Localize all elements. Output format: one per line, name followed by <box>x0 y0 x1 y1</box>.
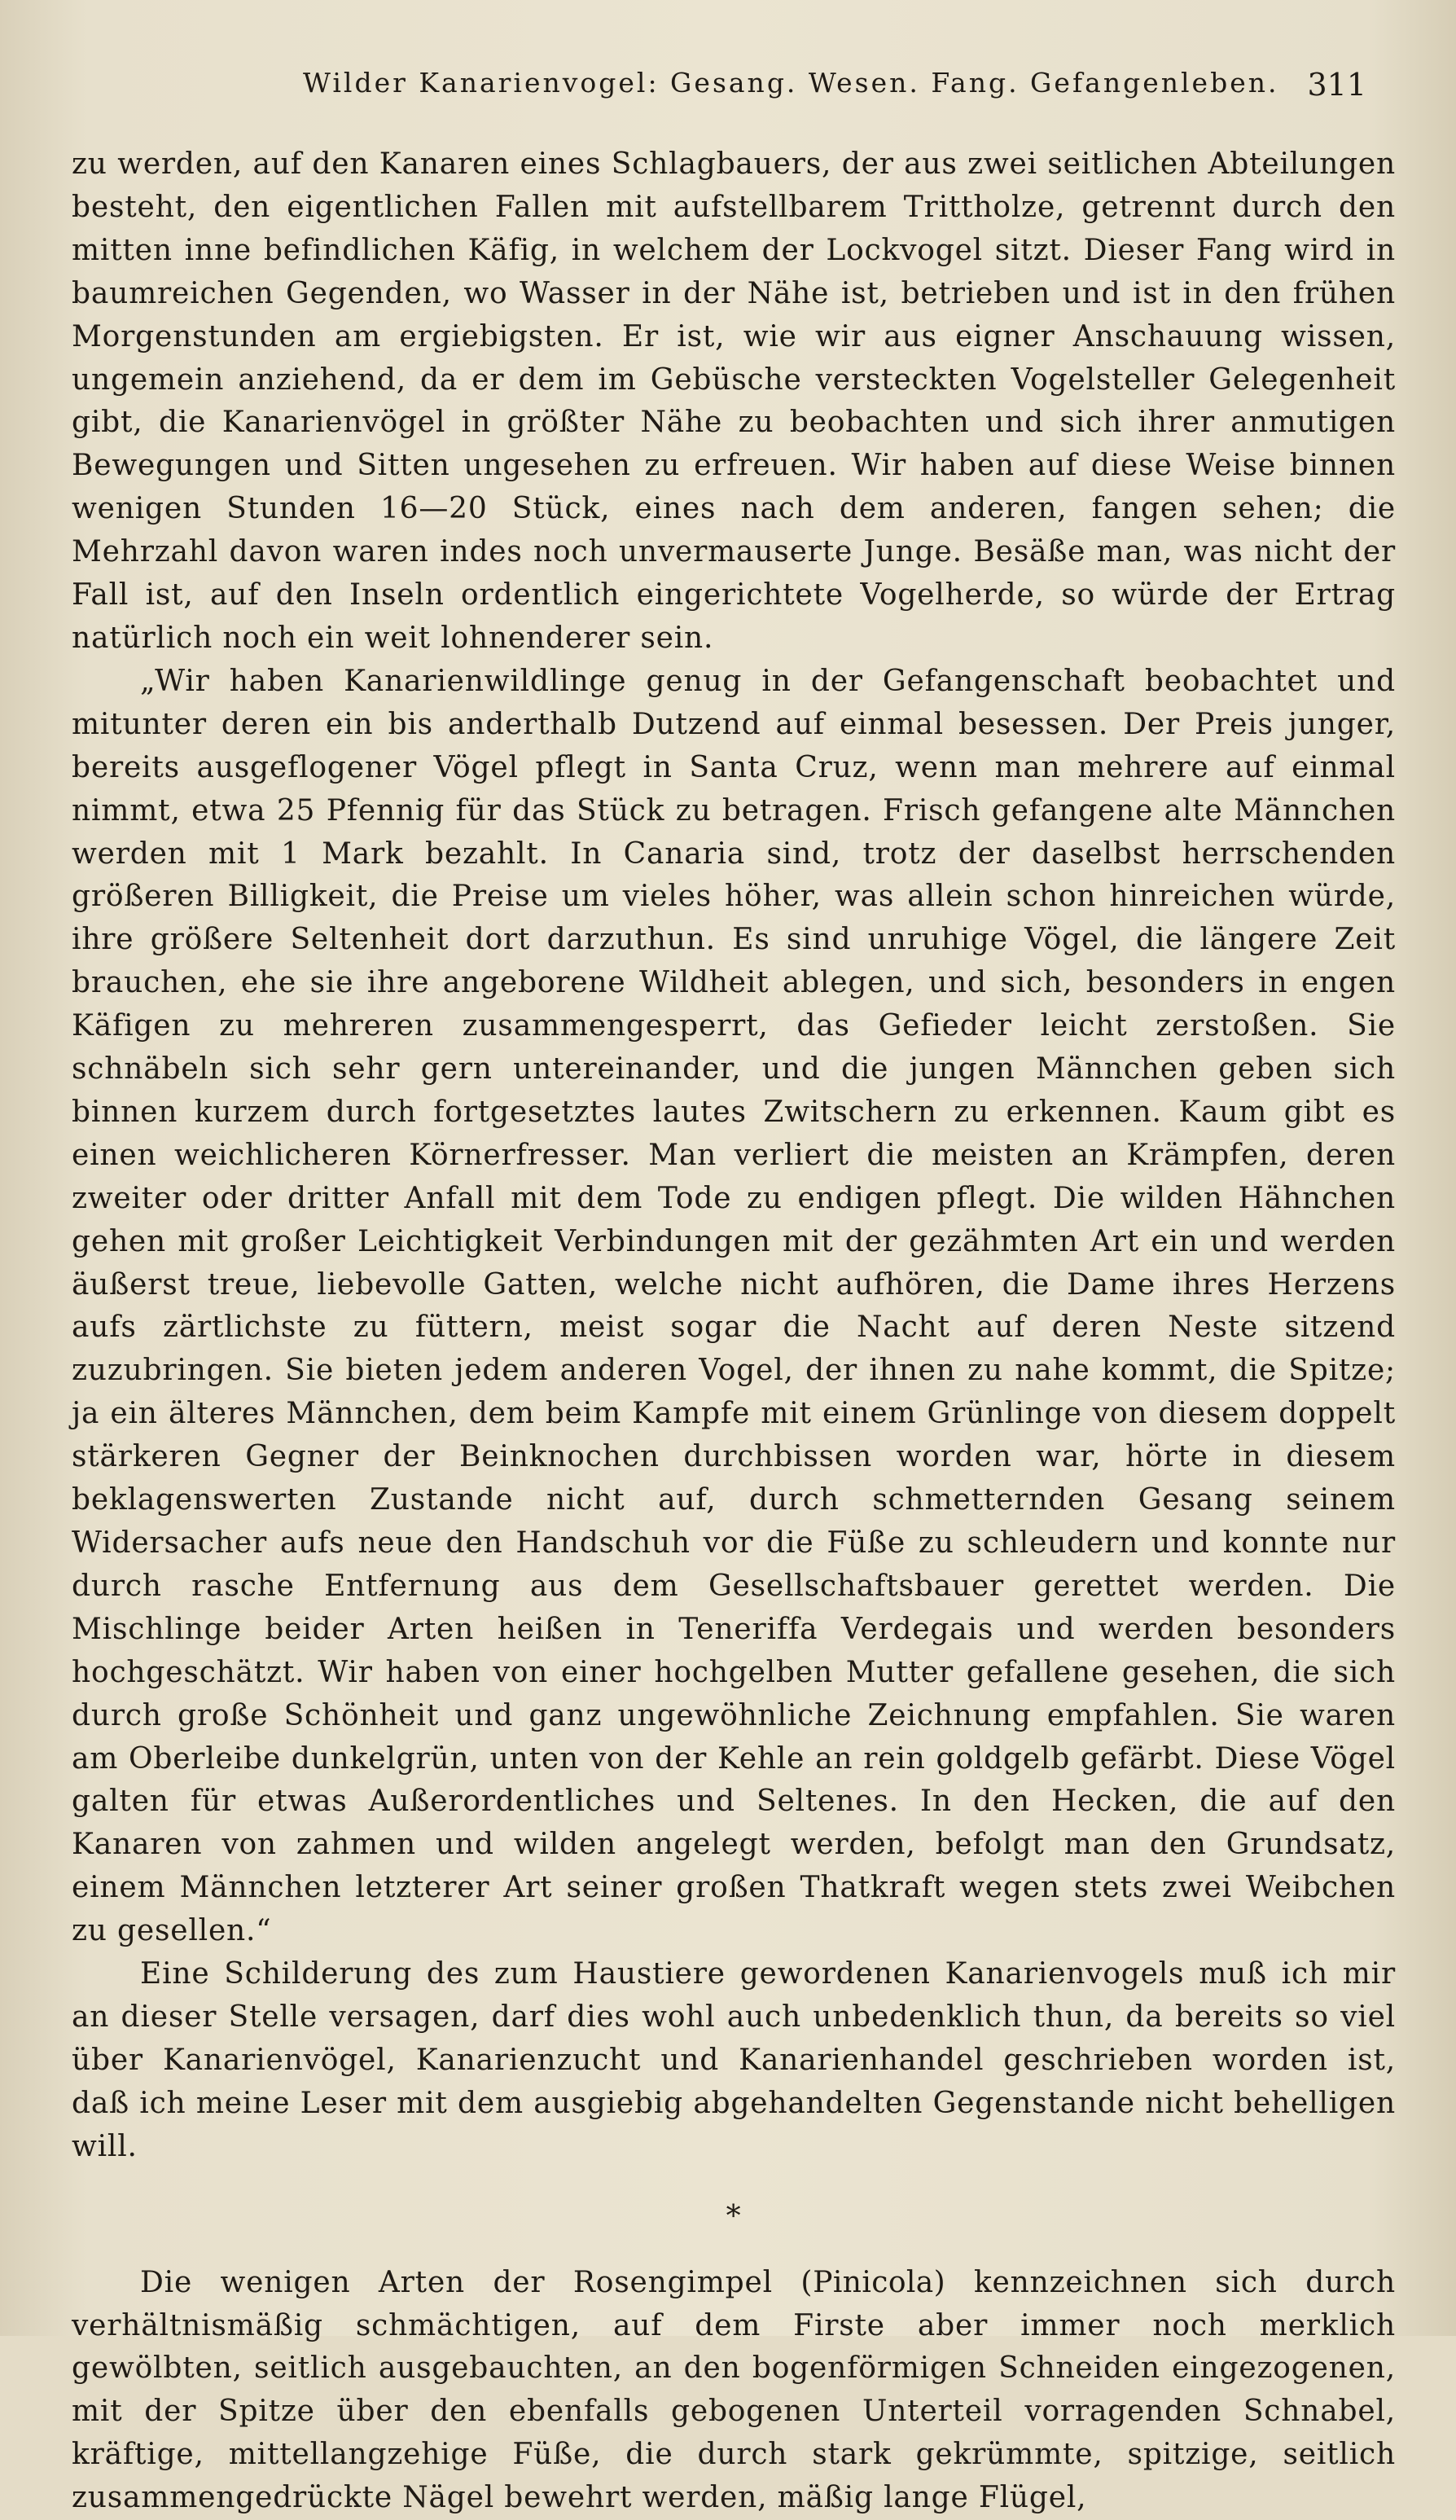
latin-genus-name: Pinicola <box>813 2265 934 2299</box>
paragraph-domestic-canary: Eine Schilderung des zum Haustiere gewordenen Kanarienvogels muß ich mir an dieser Stelle versagen, darf dies wohl auch unbedenklich thun, da bereits so viel über Kanarienvögel, Kanarienzucht und Kanarienhandel geschrieben worden ist, daß ich meine Leser mit dem ausgiebig abgehandelten Gegenstande nicht behelligen will. <box>72 1957 1396 2163</box>
page-number: 311 <box>1307 67 1366 103</box>
paragraph-pine-grosbeak <box>72 2262 1396 2520</box>
page-header <box>49 67 1407 108</box>
running-head: Wilder Kanarienvogel: Gesang. Wesen. Fang. Gefangenleben. <box>303 67 1279 99</box>
paragraph-pine-grosbeak-start: Die wenigen Arten der Rosengimpel ( <box>140 2265 814 2299</box>
paragraph-pine-grosbeak-rest: ) kennzeichnen sich durch verhältnismäßig schmächtigen, auf dem Firste aber immer noch merklich gewölbten, seitlich ausgebauchten, an den bogenförmigen Schneiden eingezogenen, mit der Spitze über den ebenfalls gebogenen Unterteil vorragenden Schnabel, kräftige, mittellangzehige Füße, die durch stark gekrümmte, spitzige, seitlich zusammengedrückte Nägel bewehrt werden, mäßig lange Flügel, <box>72 2265 1397 2515</box>
section-asterism: * <box>726 2199 742 2233</box>
paragraph-catching-method: zu werden, auf den Kanaren eines Schlagbauers, der aus zwei seitlichen Abteilungen besteht, den eigentlichen Fallen mit aufstellbarem Trittholze, getrennt durch den mitten inne befindlichen Käfig, in welchem der Lockvogel sitzt. Dieser Fang wird in baumreichen Gegenden, wo Wasser in der Nähe ist, betrieben und ist in den frühen Morgenstunden am ergiebigsten. Er ist, wie wir aus eigner Anschauung wissen, ungemein anziehend, da er dem im Gebüsche versteckten Vogelsteller Gelegenheit gibt, die Kanarienvögel in größter Nähe zu beobachten und sich ihrer anmutigen Bewegungen und Sitten ungesehen zu erfreuen. Wir haben auf diese Weise binnen wenigen Stunden 16—20 Stück, eines nach dem anderen, fangen sehen; die Mehrzahl davon waren indes noch unvermauserte Junge. Besäße man, was nicht der Fall ist, auf den Inseln ordentlich eingerichtete Vogelherde, so würde der Ertrag natürlich noch ein weit lohnenderer sein. <box>72 147 1396 655</box>
body-text <box>72 143 1396 2520</box>
paragraph-captivity-quote: „Wir haben Kanarienwildlinge genug in der Gefangenschaft beobachtet und mitunter deren ein bis anderthalb Dutzend auf einmal besessen. Der Preis junger, bereits ausgeflogener Vögel pflegt in Santa Cruz, wenn man mehrere auf einmal nimmt, etwa 25 Pfennig für das Stück zu betragen. Frisch gefangene alte Männchen werden mit 1 Mark bezahlt. In Canaria sind, trotz der daselbst herrschenden größeren Billigkeit, die Preise um vieles höher, was allein schon hinreichen würde, ihre größere Seltenheit dort darzuthun. Es sind unruhige Vögel, die längere Zeit brauchen, ehe sie ihre angeborene Wildheit ablegen, und sich, besonders in engen Käfigen zu mehreren zusammengesperrt, das Gefieder leicht zerstoßen. Sie schnäbeln sich sehr gern untereinander, und die jungen Männchen geben sich binnen kurzem durch fortgesetztes lautes Zwitschern zu erkennen. Kaum gibt es einen weichlicheren Körnerfresser. Man verliert die meisten an Krämpfen, deren zweiter oder dritter Anfall mit dem Tode zu endigen pflegt. Die wilden Hähnchen gehen mit großer Leichtigkeit Verbindungen mit der gezähmten Art ein und werden äußerst treue, liebevolle Gatten, welche nicht aufhören, die Dame ihres Herzens aufs zärtlichste zu füttern, meist sogar die Nacht auf deren Neste sitzend zuzubringen. Sie bieten jedem anderen Vogel, der ihnen zu nahe kommt, die Spitze; ja ein älteres Männchen, dem beim Kampfe mit einem Grünlinge von diesem doppelt stärkeren Gegner der Beinknochen durchbissen worden war, hörte in diesem beklagenswerten Zustande nicht auf, durch schmetternden Gesang seinem Widersacher aufs neue den Handschuh vor die Füße zu schleudern und konnte nur durch rasche Entfernung aus dem Gesellschaftsbauer gerettet werden. Die Mischlinge beider Arten heißen in Teneriffa Verdegais und werden besonders hochgeschätzt. Wir haben von einer hochgelben Mutter gefallene gesehen, die sich durch große Schönheit und ganz ungewöhnliche Zeichnung empfahlen. Sie waren am Oberleibe dunkelgrün, unten von der Kehle an rein goldgelb gefärbt. Diese Vögel galten für etwas Außerordentliches und Seltenes. In den Hecken, die auf den Kanaren von zahmen und wilden angelegt werden, befolgt man den Grundsatz, einem Männchen letzterer Art seiner großen Thatkraft wegen stets zwei Weibchen zu gesellen.“ <box>72 664 1396 1948</box>
